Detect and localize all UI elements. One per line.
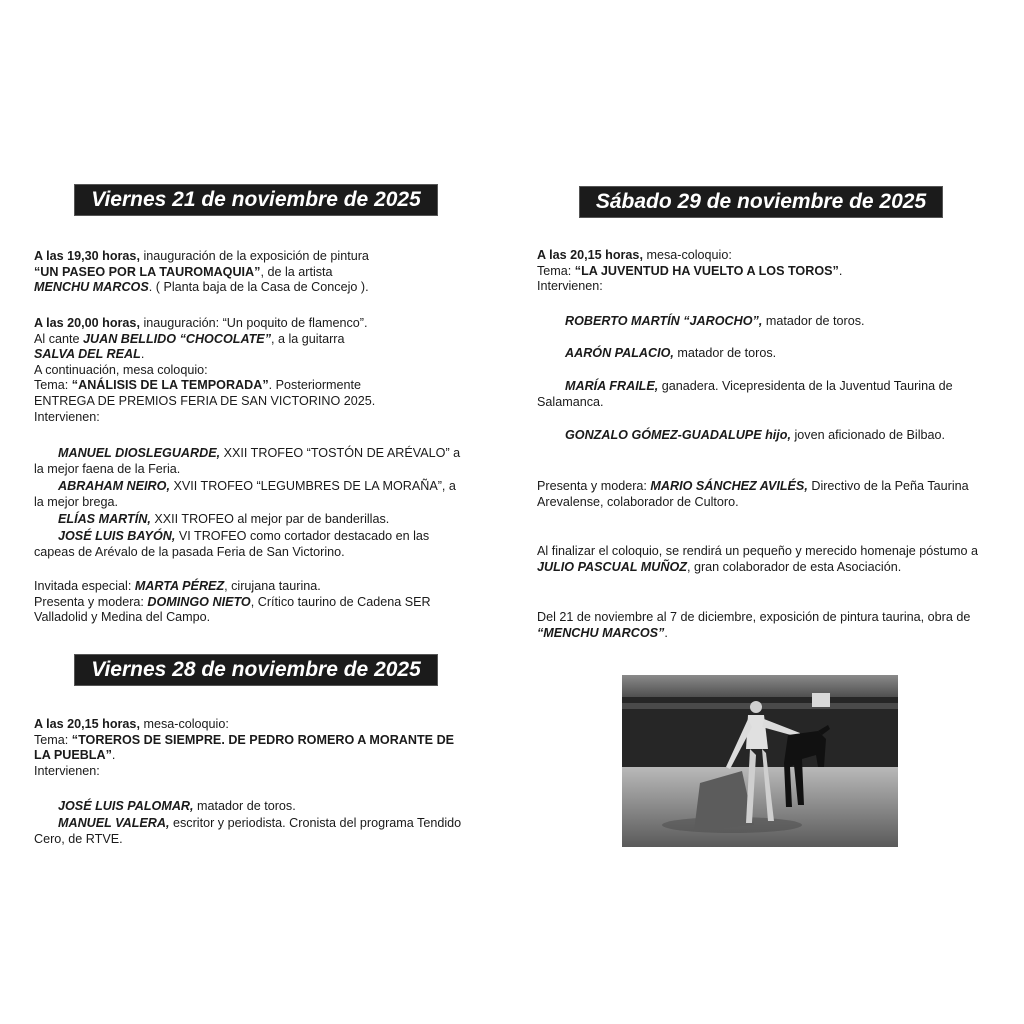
fri21-person-1 <box>34 446 464 477</box>
artist-name: MENCHU MARCOS <box>34 280 149 295</box>
person-desc: matador de toros. <box>193 799 296 813</box>
text: Invitada especial: <box>34 579 135 593</box>
text: . <box>838 263 843 278</box>
artist-name: “MENCHU MARCOS” <box>537 625 665 640</box>
sat29-person-4 <box>537 428 987 444</box>
bullfighter-photo-icon <box>622 675 898 847</box>
text: Del 21 de noviembre al 7 de diciembre, exposición de pintura taurina, obra de <box>537 610 971 624</box>
fri28-paragraph <box>34 717 464 779</box>
person-name: JOSÉ LUIS BAYÓN, <box>58 529 176 543</box>
host-name: DOMINGO NIETO <box>147 594 251 609</box>
text: , Crítico taurino de Cadena SER Valladolid y Medina del Campo. <box>34 594 431 625</box>
tribute-paragraph <box>537 544 987 575</box>
text: . <box>140 347 145 362</box>
person-desc: matador de toros. <box>673 346 777 360</box>
guitarist-name: SALVA DEL REAL <box>34 347 141 362</box>
person-desc: joven aficionado de Bilbao. <box>790 428 946 442</box>
text: Directivo de la Peña Taurina Arevalense, colaborador de Cultoro. <box>537 479 969 509</box>
person-name: MANUEL DIOSLEGUARDE, <box>58 446 221 460</box>
text: A continuación, mesa coloquio: <box>34 362 208 377</box>
text: . <box>111 748 116 763</box>
singer-name: JUAN BELLIDO “CHOCOLATE” <box>83 331 271 346</box>
text: Intervienen: <box>34 409 100 424</box>
person-desc: ganadera. Vicepresidenta de la Juventud Taurina de Salamanca. <box>537 379 953 409</box>
theme-title: “TOREROS DE SIEMPRE. DE PEDRO ROMERO A MORANTE DE LA PUEBLA” <box>34 732 455 763</box>
honoree-name: JULIO PASCUAL MUÑOZ <box>537 559 687 574</box>
text: Al cante <box>34 331 84 346</box>
fri21-person-2 <box>34 479 464 510</box>
text: Tema: <box>34 732 72 747</box>
time-label: A las 20,15 horas, <box>34 717 140 731</box>
person-desc: XVII TROFEO “LEGUMBRES DE LA MORAÑA”, a la mejor brega. <box>34 479 456 509</box>
text: Presenta y modera: <box>537 479 651 493</box>
fri21-person-4 <box>34 529 464 560</box>
fri21-flamenco-paragraph <box>34 316 464 425</box>
fri21-guest-paragraph <box>34 579 464 626</box>
person-name: MANUEL VALERA, <box>58 816 170 830</box>
sat29-person-2 <box>537 346 987 362</box>
text: inauguración de la exposición de pintura <box>139 249 369 263</box>
person-desc: XXII TROFEO al mejor par de banderillas. <box>150 512 390 526</box>
person-name: ROBERTO MARTÍN “JAROCHO”, <box>565 314 763 328</box>
person-name: MARÍA FRAILE, <box>565 379 659 393</box>
text: . ( Planta baja de la Casa de Concejo ). <box>148 280 369 295</box>
text: inauguración: “Un poquito de flamenco”. <box>139 316 368 330</box>
time-label: A las 20,15 horas, <box>537 248 643 262</box>
header-friday-28: Viernes 28 de noviembre de 2025 <box>75 655 437 685</box>
header-saturday-29: Sábado 29 de noviembre de 2025 <box>580 187 942 217</box>
time-label: A las 20,00 horas, <box>34 316 140 330</box>
time-label: A las 19,30 horas, <box>34 249 140 263</box>
fri21-person-3 <box>34 512 464 528</box>
text: , a la guitarra <box>271 331 345 346</box>
text: Tema: <box>537 263 575 278</box>
exhibition-title: “UN PASEO POR LA TAUROMAQUIA” <box>34 264 261 279</box>
text: , cirujana taurina. <box>224 579 321 593</box>
text: . Posteriormente <box>268 378 362 393</box>
person-desc: matador de toros. <box>762 314 865 328</box>
sat29-person-3 <box>537 379 987 410</box>
person-desc: VI TROFEO como cortador destacado en las capeas de Arévalo de la pasada Feria de San Victorino. <box>34 529 430 559</box>
text: , de la artista <box>260 264 333 279</box>
text: Intervienen: <box>537 279 603 294</box>
theme-title: “ANÁLISIS DE LA TEMPORADA” <box>71 378 269 393</box>
sat29-paragraph <box>537 248 987 295</box>
text: mesa-coloquio: <box>642 248 732 262</box>
person-name: AARÓN PALACIO, <box>565 346 674 360</box>
guest-name: MARTA PÉREZ <box>134 579 225 593</box>
text: , gran colaborador de esta Asociación. <box>686 559 902 574</box>
person-desc: escritor y periodista. Cronista del programa Tendido Cero, de RTVE. <box>34 816 462 846</box>
sat29-person-1 <box>537 314 987 330</box>
sat29-host-paragraph <box>537 479 987 510</box>
text: . <box>664 625 668 640</box>
person-name: JOSÉ LUIS PALOMAR, <box>58 799 194 813</box>
text: Intervienen: <box>34 763 100 778</box>
fri21-expo-paragraph <box>34 249 464 296</box>
text: mesa-coloquio: <box>139 717 229 731</box>
person-name: GONZALO GÓMEZ-GUADALUPE hijo, <box>565 428 791 442</box>
text: Presenta y modera: <box>34 594 148 609</box>
text: ENTREGA DE PREMIOS FERIA DE SAN VICTORINO 2025. <box>34 393 376 408</box>
header-friday-21: Viernes 21 de noviembre de 2025 <box>75 185 437 215</box>
theme-title: “LA JUVENTUD HA VUELTO A LOS TOROS” <box>574 263 839 278</box>
person-name: ABRAHAM NEIRO, <box>58 479 170 493</box>
host-name: MARIO SÁNCHEZ AVILÉS, <box>650 479 808 493</box>
fri28-person-1 <box>34 799 464 815</box>
text: Al finalizar el coloquio, se rendirá un pequeño y merecido homenaje póstumo a <box>537 544 979 558</box>
text: Tema: <box>34 378 72 393</box>
fri28-person-2 <box>34 816 464 847</box>
bullfighter-photo <box>622 675 898 847</box>
exhibition-paragraph <box>537 610 987 641</box>
person-desc: XXII TROFEO “TOSTÓN DE ARÉVALO” a la mejor faena de la Feria. <box>34 446 461 476</box>
person-name: ELÍAS MARTÍN, <box>58 512 151 526</box>
